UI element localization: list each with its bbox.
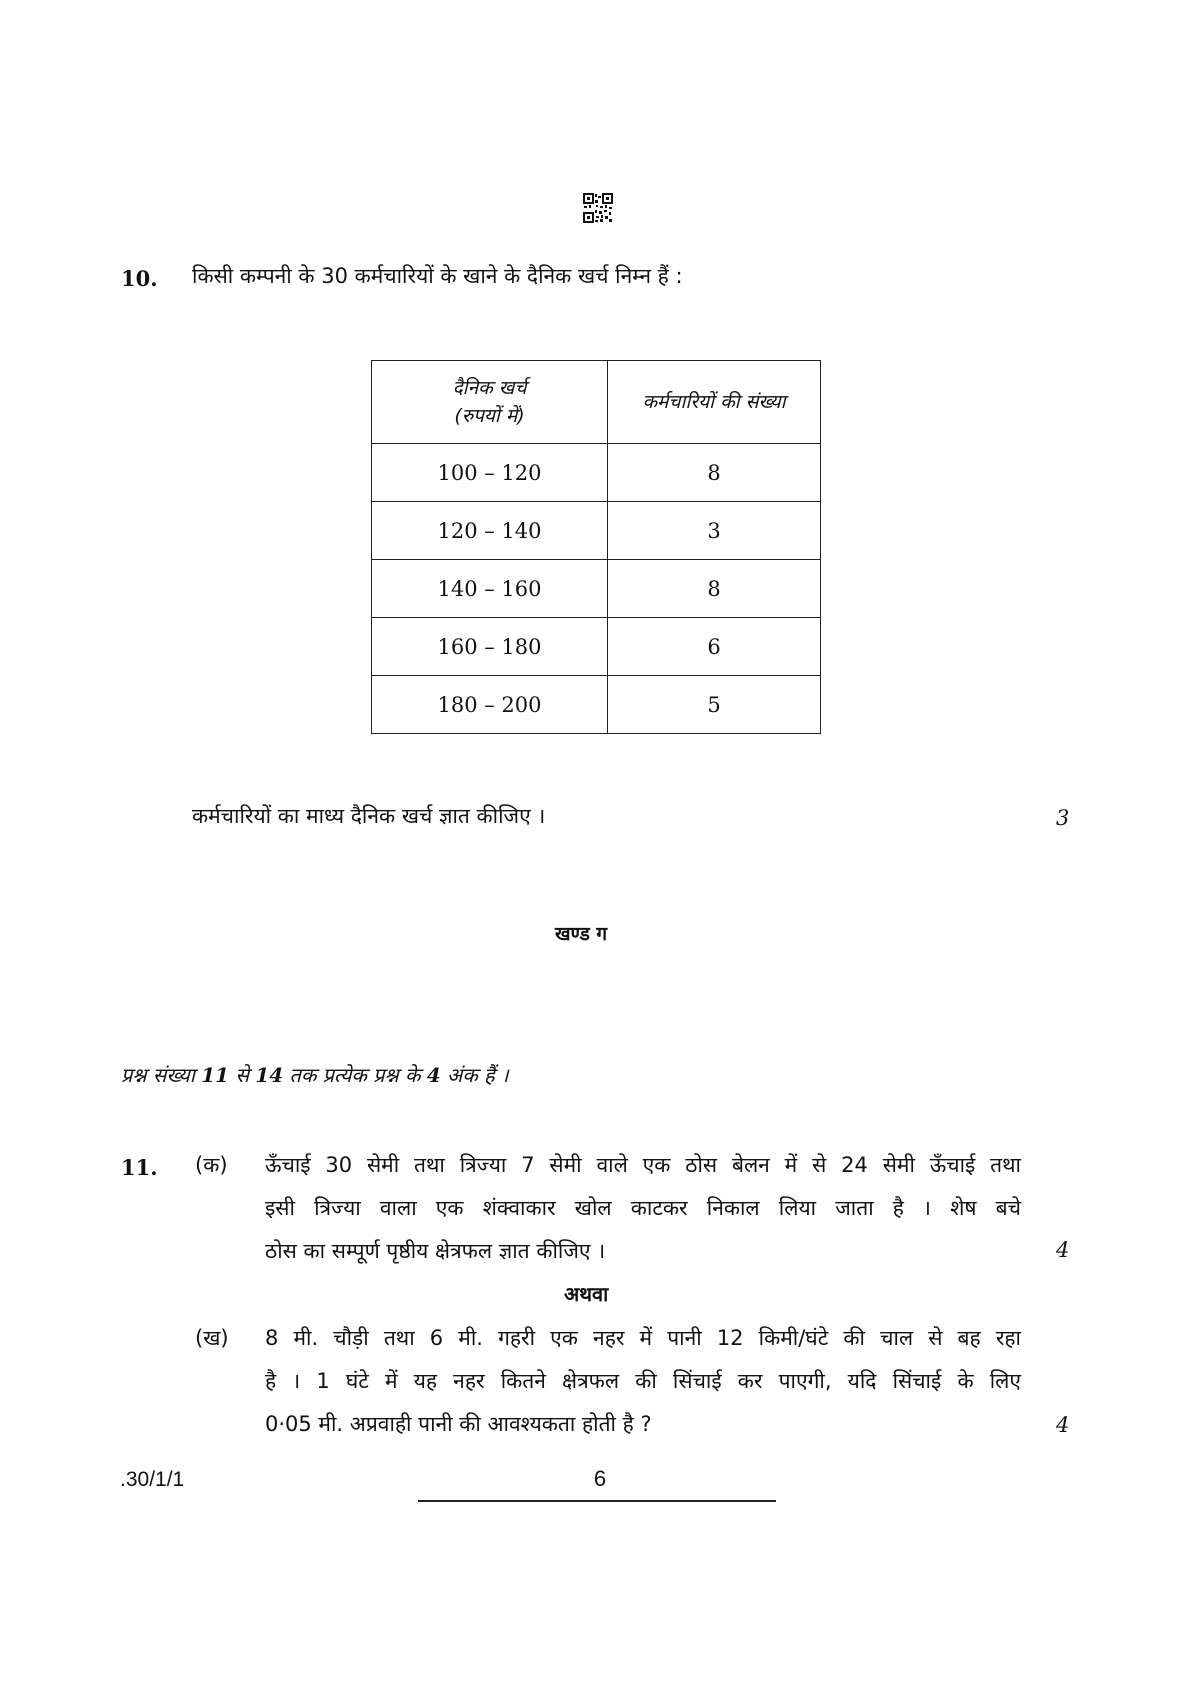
employee-count-cell: 3 <box>608 502 821 560</box>
question-11-part-a-line-3: ठोस का सम्पूर्ण पृष्ठीय क्षेत्रफल ज्ञात कीजिए । <box>265 1239 606 1263</box>
employee-count-cell: 8 <box>608 444 821 502</box>
question-10-marks: 3 <box>1056 806 1070 830</box>
expense-range-cell: 180 – 200 <box>372 676 608 734</box>
table-header-row <box>372 361 821 444</box>
question-10-text: किसी कम्पनी के 30 कर्मचारियों के खाने के दैनिक खर्च निम्न हैं : <box>192 264 683 288</box>
instruction-to-number: 14 <box>255 1063 284 1087</box>
question-11-part-a-label: (क) <box>195 1153 228 1177</box>
question-11-part-a-line-1: ऊँचाई 30 सेमी तथा त्रिज्या 7 सेमी वाले एक ठोस बेलन में से 24 सेमी ऊँचाई तथा <box>265 1153 1021 1177</box>
question-11-part-b-label: (ख) <box>195 1326 229 1350</box>
instruction-text: से <box>229 1063 256 1087</box>
employee-count-cell: 5 <box>608 676 821 734</box>
question-11-part-a-marks: 4 <box>1056 1238 1070 1262</box>
table-header-daily-expense <box>372 361 608 444</box>
expense-range-cell: 120 – 140 <box>372 502 608 560</box>
section-title: खण्ड ग <box>555 923 608 945</box>
paper-code: .30/1/1 <box>120 1468 185 1491</box>
instruction-text: प्रश्न संख्या <box>121 1063 202 1087</box>
table-row <box>372 676 821 734</box>
expense-range-cell: 140 – 160 <box>372 560 608 618</box>
table-row <box>372 444 821 502</box>
header-daily-expense-line2: (रुपयों में) <box>454 405 525 427</box>
question-11-number: 11. <box>121 1155 158 1180</box>
expense-range-cell: 100 – 120 <box>372 444 608 502</box>
instruction-marks-number: 4 <box>426 1063 441 1087</box>
instruction-from-number: 11 <box>201 1063 230 1087</box>
question-11-part-b-line-3: 0·05 मी. अप्रवाही पानी की आवश्यकता होती है ? <box>265 1412 652 1436</box>
question-10-prompt: कर्मचारियों का माध्य दैनिक खर्च ज्ञात कीजिए । <box>192 804 546 828</box>
page-number: 6 <box>593 1466 607 1491</box>
question-11-part-a-line-2: इसी त्रिज्या वाला एक शंक्वाकार खोल काटकर निकाल लिया जाता है । शेष बचे <box>265 1196 1021 1220</box>
section-instruction <box>121 1065 509 1085</box>
instruction-text: अंक हैं । <box>440 1063 509 1087</box>
question-11-part-b-line-1: 8 मी. चौड़ी तथा 6 मी. गहरी एक नहर में पानी 12 किमी/घंटे की चाल से बह रहा <box>265 1326 1021 1350</box>
employee-count-cell: 8 <box>608 560 821 618</box>
question-11-part-b-marks: 4 <box>1056 1413 1070 1437</box>
employee-count-cell: 6 <box>608 618 821 676</box>
instruction-text: तक प्रत्येक प्रश्न के <box>283 1063 427 1087</box>
question-11-part-b-line-2: है । 1 घंटे में यह नहर कितने क्षेत्रफल की सिंचाई कर पाएगी, यदि सिंचाई के लिए <box>265 1369 1021 1393</box>
expense-range-cell: 160 – 180 <box>372 618 608 676</box>
table-row <box>372 618 821 676</box>
table-header-employee-count: कर्मचारियों की संख्या <box>608 361 821 444</box>
table-row <box>372 502 821 560</box>
question-10-number: 10. <box>121 266 158 291</box>
or-label: अथवा <box>564 1282 609 1306</box>
daily-expense-table <box>371 360 821 734</box>
table-row <box>372 560 821 618</box>
header-daily-expense-line1: दैनिक खर्च <box>452 376 527 399</box>
qr-code-icon <box>583 193 613 223</box>
footer-divider <box>418 1500 776 1502</box>
